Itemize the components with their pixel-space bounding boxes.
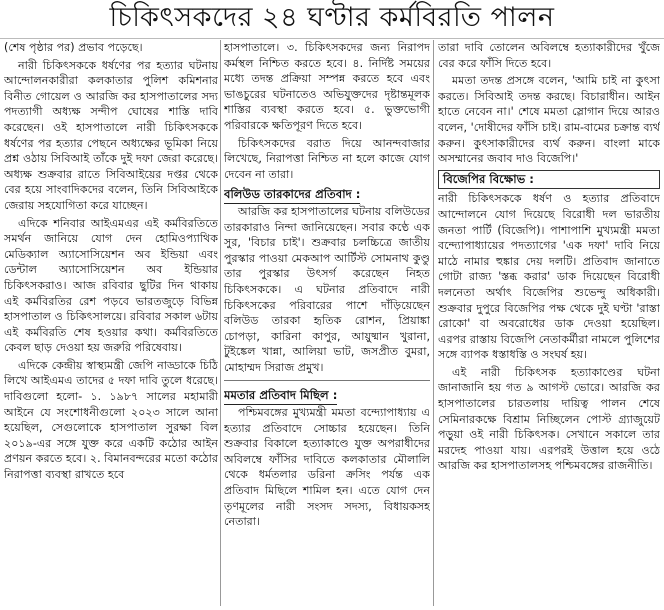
column-rule-left	[220, 40, 221, 606]
paragraph: মমতা তদন্ত প্রসঙ্গে বলেন, 'আমি চাই না কুৎসা করতে। সিবিআই তদন্ত করছে। বিচারাধীন। আইন হাতে নেবেন না।' শেষে মমতা স্লোগান দিয়ে আরও বলেন, 'দোষীদের ফাঁসি চাই। রাম-বামের চক্রান্ত ব্যর্থ করুন। কুৎসাকারীদের ব্যর্থ করুন। বাংলা মাকে অসম্মানের জবাব দাও বিজেপি।'	[438, 74, 660, 166]
subheading-bollywood: বলিউড তারকাদের প্রতিবাদ :	[224, 187, 360, 204]
column-rule-right	[433, 40, 434, 606]
paragraph: হাসপাতালে। ৩. চিকিৎসকদের জন্য নিরাপদ কর্মস্থল নিশ্চিত করতে হবে। ৪. নির্দিষ্ট সময়ের মধ্যে তদন্ত প্রক্রিয়া সম্পন্ন করতে হবে এবং ভাঙচুরের ঘটনাতেও অভিযুক্তদের দৃষ্টান্তমূলক শাস্তির ব্যবস্থা করতে হবে। ৫. ভুক্তভোগী পরিবারকে ক্ষতিপূরণ দিতে হবে।	[224, 41, 430, 132]
headline-band	[0, 0, 664, 39]
subheading-mamata-rally: মমতার প্রতিবাদ মিছিল :	[224, 388, 337, 405]
paragraph: এদিকে শনিবার আইএমএর এই কর্মবিরতিতে সমর্থন জানিয়ে যোগ দেন হোমিওপ্যাথিক মেডিক্যাল অ্যাসোসিয়েশন অব ইন্ডিয়া এবং ডেন্টাল অ্যাসোসিয়েশন অব ইন্ডিয়ার চিকিৎসকরাও। আজ রবিবার ছুটির দিন থাকায় এই কর্মবিরতির রেশ পড়বে ভারতজুড়ে বিভিন্ন হাসপাতাল ও চিকিৎসালয়ে। রবিবার সকাল ৬টায় এই কর্মবিরতি শেষ হওয়ার কথা। কর্মবিরতিতে কেবল ছাড় দেওয়া হয় জরুরি পরিষেবায়।	[4, 216, 218, 355]
paragraph: চিকিৎসকদের বরাত দিয়ে আনন্দবাজার লিখেছে, নিরাপত্তা নিশ্চিত না হলে কাজে যোগ দেবেন না তারা।	[224, 136, 430, 181]
paragraph: এই নারী চিকিৎসক হত্যাকাণ্ডের ঘটনা জানাজানি হয় গত ৯ আগস্ট ভোরে। আরজি কর হাসপাতালের চারতলায় দায়িত্ব পালন শেষে সেমিনারকক্ষে বিশ্রাম নিচ্ছিলেন পোস্ট গ্র্যাজুয়েট পড়ুয়া ওই নারী চিকিৎসক। সেখানে সকালে তার মরদেহ পাওয়া যায়। এরপরই উত্তাল হয়ে ওঠে আরজি কর হাসপাতালসহ পশ্চিমবঙ্গের রাজনীতি।	[438, 365, 660, 473]
article-column-2	[224, 40, 430, 608]
paragraph: তারা দাবি তোলেন অবিলম্বে হত্যাকারীদের খুঁজে বের করে ফাঁসি দিতে হবে।	[438, 41, 660, 70]
paragraph: নারী চিকিৎসককে ধর্ষণ ও হত্যার প্রতিবাদে আন্দোলনে যোগ দিয়েছে বিরোধী দল ভারতীয় জনতা পার্টি (বিজেপি)। পাশাপাশি মুখ্যমন্ত্রী মমতা বন্দ্যোপাধ্যায়ের পদত্যাগের 'এক দফা' দাবি নিয়ে মাঠে নামার হুঙ্কার দেয় দলটি। প্রতিবাদ জানাতে গোটা রাজ্য 'স্তব্ধ করার' ডাক দিয়েছেন বিরোধী দলনেতা অর্থাৎ বিজেপির শুভেন্দু অধিকারী। শুক্রবার দুপুরে বিজেপির পক্ষ থেকে দুই ঘণ্টা 'রাস্তা রোকো' বা অবরোধের ডাক দেওয়া হয়েছিল। এরপর রাস্তায় বিজেপি নেতাকর্মীরা নামলে পুলিশের সঙ্গে ব্যাপক ধস্তাধস্তি ও সংঘর্ষ হয়।	[438, 192, 660, 362]
headline: চিকিৎসকদের ২৪ ঘণ্টার কর্মবিরতি পালন	[109, 1, 555, 33]
subheading-bjp-protest: বিজেপির বিক্ষোভ :	[438, 170, 660, 190]
paragraph: (শেষ পৃষ্ঠার পর) প্রভাব পড়েছে।	[4, 41, 143, 54]
paragraph: এদিকে কেন্দ্রীয় স্বাস্থ্যমন্ত্রী জেপি নাড্ডাকে চিঠি লিখে আইএমএ তাদের ৫ দফা দাবি তুলে ধরেছে। দাবিগুলো হলো- ১. ১৯৮৭ সালের মহামারী আইনে যে সংশোধনীগুলো ২০২৩ সালে আনা হয়েছিল, সেগুলোকে হাসপাতাল সুরক্ষা বিল ২০১৯-এর সঙ্গে যুক্ত করে একটি কঠোর আইন প্রণয়ন করতে হবে। ২. বিমানবন্দরের মতো কঠোর নিরাপত্তা ব্যবস্থা রাখতে হবে	[4, 358, 218, 482]
paragraph: আরজি কর হাসপাতালের ঘটনায় বলিউডের তারকারাও নিন্দা জানিয়েছেন। সবার কণ্ঠে এক সুর, 'বিচার চাই'। শুক্রবার চলচ্চিত্রে জাতীয় পুরস্কার পাওয়া মেকআপ আর্টিস্ট সোমনাথ কুণ্ডু তার পুরস্কার উৎসর্গ করেছেন নিহত চিকিৎসককে। এ ঘটনার প্রতিবাদে নারী চিকিৎসকের পরিবারের পাশে দাঁড়িয়েছেন বলিউড তারকা হৃতিক রোশন, প্রিয়াঙ্কা চোপড়া, কারিনা কাপুর, আয়ুষ্মান খুরানা, টুইঙ্কেল খান্না, আলিয়া ভাট, জসপ্রীত বুমরা, মোহাম্মদ সিরাজ প্রমুখ।	[224, 204, 430, 374]
article-column-3	[438, 40, 660, 608]
article-column-1	[4, 40, 218, 608]
section-divider	[224, 380, 430, 381]
paragraph: নারী চিকিৎসককে ধর্ষণের পর হত্যার ঘটনায় আন্দোলনকারীরা কলকাতার পুলিশ কমিশনার বিনীত গোয়েল ও আরজি কর হাসপাতালের সদ্য পদত্যাগী অধ্যক্ষ সন্দীপ ঘোষের শাস্তি দাবি করেছেন। ওই হাসপাতালে নারী চিকিৎসককে ধর্ষণের পর হত্যার পেছনে অধ্যক্ষের ভূমিকা নিয়ে প্রশ্ন ওঠায় সিবিআই তাঁকে দুই দফা জেরা করেছে। অধ্যক্ষ শুক্রবার রাতে সিবিআইয়ের দপ্তর থেকে বের হয়ে সাংবাদিকদের বলেন, তিনি সিবিআইকে জেরায় সহযোগিতা করে যাচ্ছেন।	[4, 58, 218, 212]
paragraph: পশ্চিমবঙ্গের মুখ্যমন্ত্রী মমতা বন্দ্যোপাধ্যায় এ হত্যার প্রতিবাদে সোচ্চার হয়েছেন। তিনি শুক্রবার বিকালে হত্যাকাণ্ডে যুক্ত অপরাধীদের অবিলম্বে ফাঁসির দাবিতে কলকাতার মৌলালি থেকে ধর্মতলার ডরিনা ক্রসিং পর্যন্ত এক প্রতিবাদ মিছিলে শামিল হন। এতে যোগ দেন তৃণমূলের নারী সংসদ সদস্য, বিধায়কসহ নেতারা।	[224, 406, 430, 529]
